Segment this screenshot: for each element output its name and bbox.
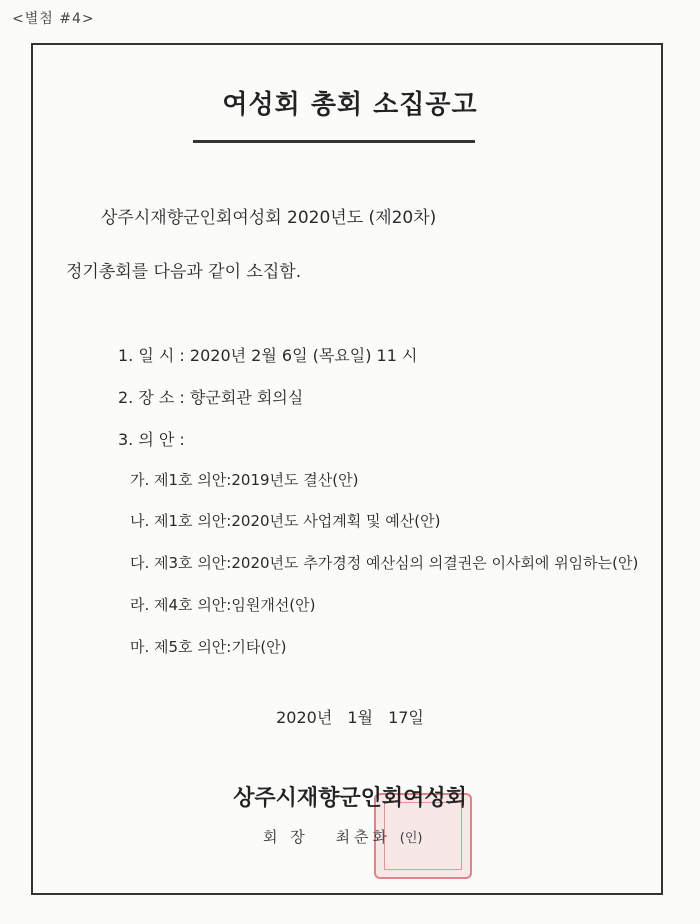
document-title: 여성회 총회 소집공고 <box>222 90 478 120</box>
president-name: 최춘화 <box>335 828 392 846</box>
agenda-item: 라. 제4호 의안:임원개선(안) <box>130 596 316 614</box>
item-venue: 2. 장 소 : 향군회관 회의실 <box>118 388 304 407</box>
agenda-item: 나. 제1호 의안:2020년도 사업계획 및 예산(안) <box>130 512 441 530</box>
intro-line-2: 정기총회를 다음과 같이 소집함. <box>66 262 302 282</box>
notice-date: 2020년 1월 17일 <box>276 708 424 727</box>
organization-name: 상주시재향군인회여성회 <box>233 786 467 811</box>
agenda-item: 다. 제3호 의안:2020년도 추가경정 예산심의 의결권은 이사회에 위임하는(안) <box>130 554 639 572</box>
seal-mark: (인) <box>399 831 423 846</box>
agenda-item: 가. 제1호 의안:2019년도 결산(안) <box>130 471 359 489</box>
item-schedule: 1. 일 시 : 2020년 2월 6일 (목요일) 11 시 <box>118 346 418 365</box>
item-agenda-heading: 3. 의 안 : <box>118 430 185 449</box>
intro-line-1: 상주시재향군인회여성회 2020년도 (제20차) <box>101 208 437 228</box>
president-line <box>263 826 423 847</box>
agenda-item: 마. 제5호 의안:기타(안) <box>130 638 287 656</box>
title-underline <box>193 140 475 143</box>
president-title: 회 장 <box>263 828 309 846</box>
attachment-label: <별첨 #4> <box>12 11 95 27</box>
